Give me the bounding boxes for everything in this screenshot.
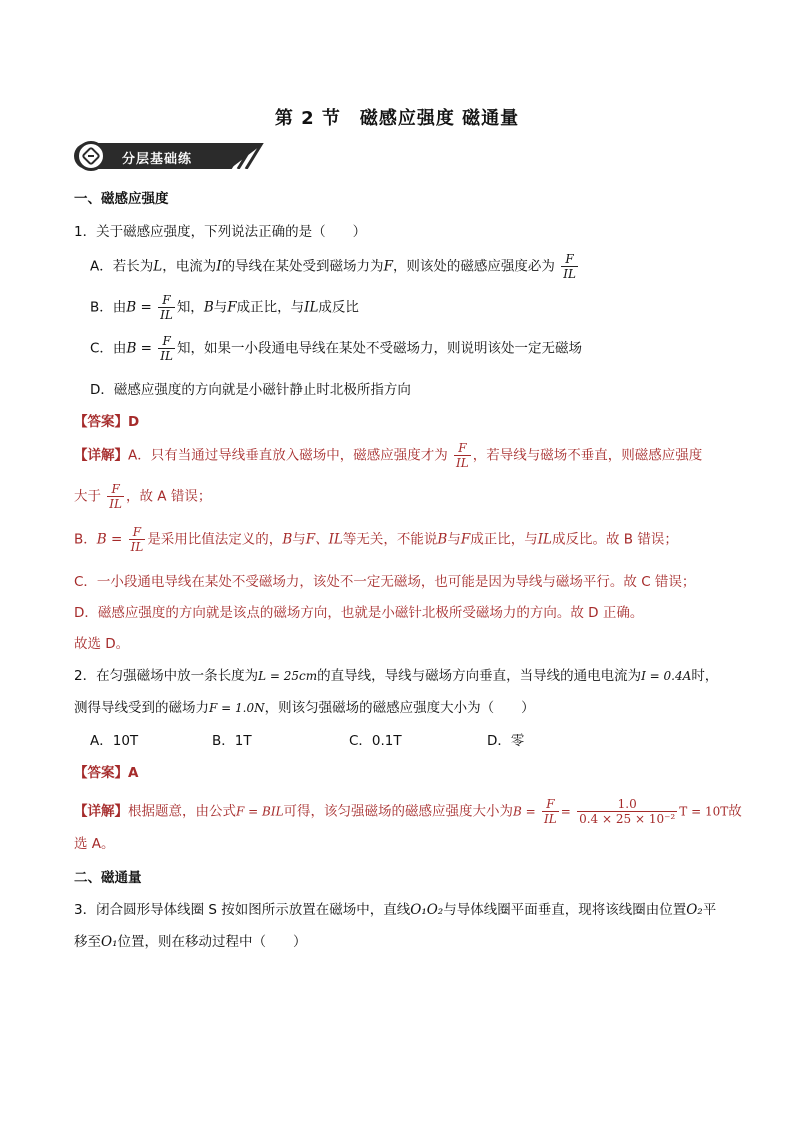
fraction-f-il: $\frac{F}{IL}$ [109, 482, 123, 511]
q1-option-b: B．由B = $\frac{F}{IL}$ 知，B与F成正比，与IL成反比 [90, 293, 359, 322]
fraction-f-il: $\frac{F}{IL}$ [130, 525, 144, 554]
section-heading-2: 二、磁通量 [74, 870, 142, 886]
q2-answer: 【答案】A [74, 765, 139, 781]
fraction-f-il: $\frac{F}{IL}$ [160, 334, 173, 363]
fraction-f-il: $\frac{F}{IL}$ [456, 441, 469, 470]
section-banner [74, 141, 264, 171]
q1-conclusion: 故选 D。 [74, 636, 130, 652]
fraction-result: $\frac{1.0}{\text{0.4 × 25 × 10⁻²}}$ [579, 797, 676, 826]
q2-line-2: 测得导线受到的磁场力F = 1.0N，则该匀强磁场的磁感应强度大小为（ ） [74, 700, 535, 716]
q1-detail-d: D．磁感应强度的方向就是该点的磁场方向，也就是小磁针北极所受磁场力的方向。故 D 正确。 [74, 605, 644, 621]
q1-option-a: A．若长为L，电流为I的导线在某处受到磁场力为F，则该处的磁感应强度必为 $\frac{F}{IL}$ [90, 252, 576, 281]
q1-option-d: D．磁感应强度的方向就是小磁针静止时北极所指方向 [90, 382, 411, 398]
q2-line-1: 2．在匀强磁场中放一条长度为L = 25cm的直导线，导线与磁场方向垂直，当导线的通电电流为I = 0.4A时， [74, 668, 719, 684]
book-icon [76, 141, 106, 171]
fraction-f-il: $\frac{F}{IL}$ [563, 252, 576, 281]
q2-option-d: D．零 [487, 733, 525, 749]
fraction-f-il: $\frac{F}{IL}$ [544, 797, 557, 826]
q1-answer: 【答案】D [74, 414, 140, 430]
q1-detail-a-cont: 大于 $\frac{F}{IL}$ ，故 A 错误； [74, 482, 212, 511]
q1-detail-b: B．B = $\frac{F}{IL}$ 是采用比值法定义的，B与F、IL等无关，不能说B与F成正比，与IL成反比。故 B 错误； [74, 525, 678, 554]
q2-option-b: B．1T [212, 733, 252, 749]
q3-line-1: 3．闭合圆形导体线圈 S 按如图所示放置在磁场中，直线O₁O₂与导体线圈平面垂直，现将该线圈由位置O₂平 [74, 902, 717, 918]
banner-label: 分层基础练 [122, 152, 193, 167]
page-title: 第 2 节 磁感应强度 磁通量 [274, 108, 520, 129]
q2-detail-cont: 选 A。 [74, 836, 115, 852]
q2-detail: 【详解】根据题意，由公式F = BIL可得，该匀强磁场的磁感应强度大小为B = $\frac{F}{IL}$ = $\frac{1.0}{\text{0.4 × 25 × 10⁻²}}$ T = 10T故 [74, 797, 742, 826]
q1-detail-a: 【详解】A．只有当通过导线垂直放入磁场中，磁感应强度才为 $\frac{F}{IL}$ ，若导线与磁场不垂直，则磁感应强度 [74, 441, 703, 470]
q2-option-c: C．0.1T [349, 733, 402, 749]
q3-line-2: 移至O₁位置，则在移动过程中（ ） [74, 934, 307, 950]
fraction-f-il: $\frac{F}{IL}$ [160, 293, 173, 322]
section-heading-1: 一、磁感应强度 [74, 191, 169, 207]
q1-detail-c: C．一小段通电导线在某处不受磁场力，该处不一定无磁场，也可能是因为导线与磁场平行。故 C 错误； [74, 574, 696, 590]
stripes-decoration [224, 143, 264, 173]
q1-stem: 1．关于磁感应强度，下列说法正确的是（ ） [74, 224, 367, 240]
q1-option-c: C．由B = $\frac{F}{IL}$ 知，如果一小段通电导线在某处不受磁场力，则说明该处一定无磁场 [90, 334, 582, 363]
q2-option-a: A．10T [90, 733, 139, 749]
